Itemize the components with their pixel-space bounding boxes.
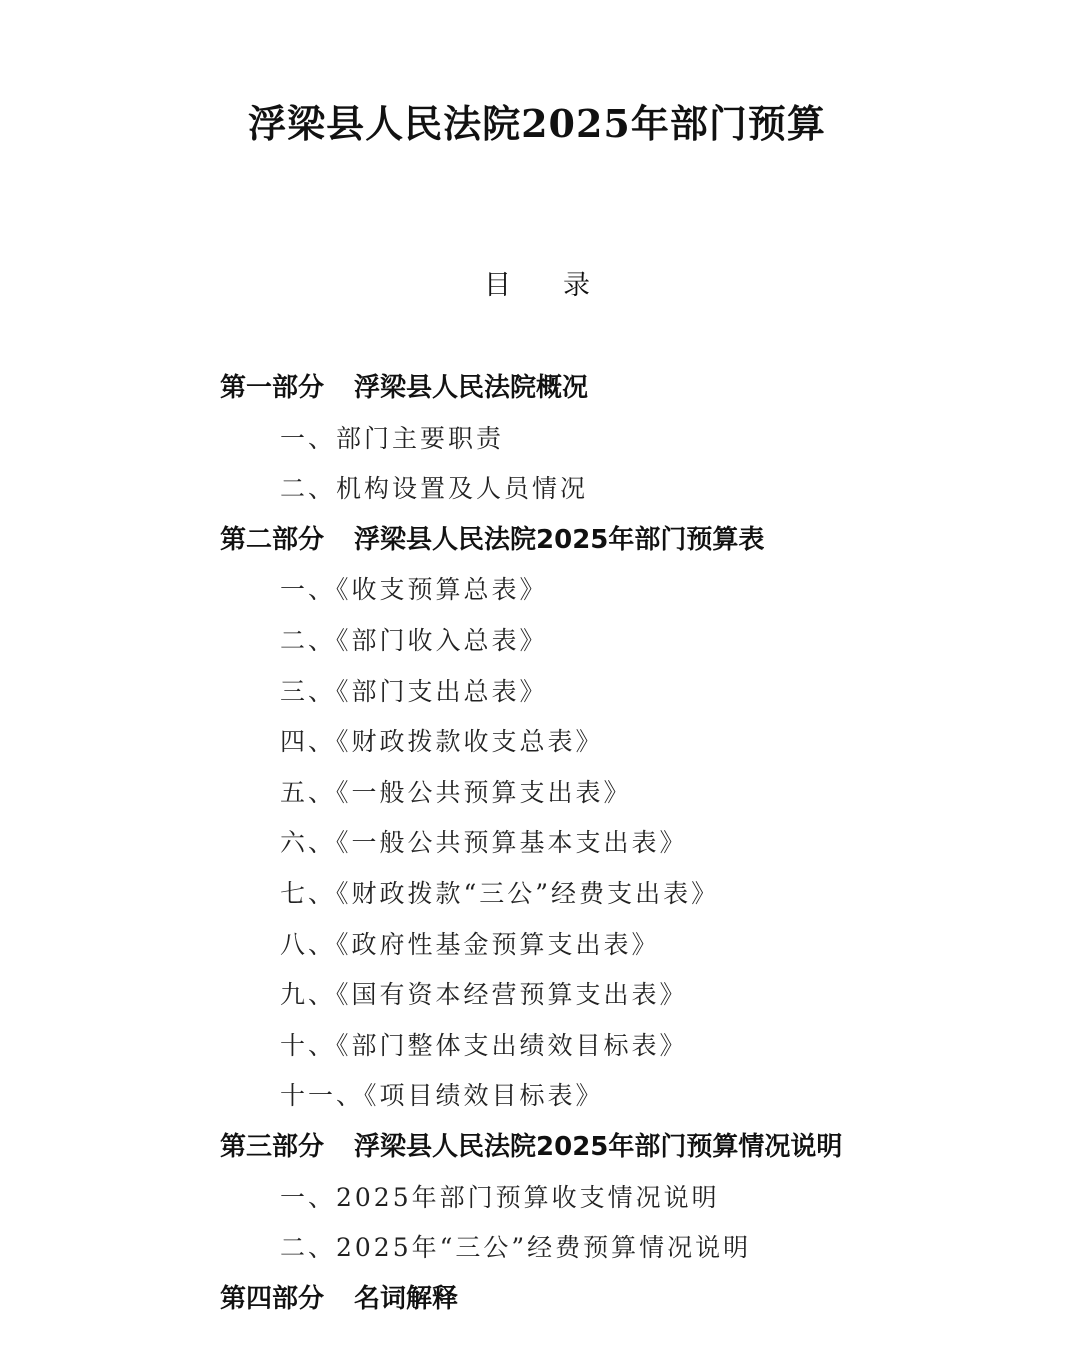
toc-heading-char-2: 录 xyxy=(563,270,590,301)
toc-item[interactable]: 一、《收支预算总表》 xyxy=(280,575,548,605)
toc-part-2[interactable] xyxy=(0,515,1074,566)
table-of-contents xyxy=(0,363,1074,1324)
toc-item[interactable]: 二、机构设置及人员情况 xyxy=(280,474,589,504)
toc-part-title: 浮梁县人民法院2025年部门预算表 xyxy=(354,524,765,555)
toc-part-title: 浮梁县人民法院2025年部门预算情况说明 xyxy=(354,1131,843,1162)
toc-item[interactable]: 二、《部门收入总表》 xyxy=(280,625,548,655)
toc-item[interactable]: 五、《一般公共预算支出表》 xyxy=(280,777,632,807)
toc-heading-char-1: 目 xyxy=(484,270,511,301)
toc-part-label: 第二部分 xyxy=(220,524,325,555)
toc-item[interactable]: 十一、《项目绩效目标表》 xyxy=(280,1081,604,1111)
toc-item[interactable]: 八、《政府性基金预算支出表》 xyxy=(280,929,660,959)
toc-item[interactable]: 七、《财政拨款“三公”经费支出表》 xyxy=(280,878,720,908)
toc-part-label: 第四部分 xyxy=(220,1283,325,1314)
toc-heading xyxy=(0,266,1074,306)
toc-part-4[interactable] xyxy=(0,1274,1074,1325)
toc-part-1[interactable] xyxy=(0,363,1074,414)
toc-item[interactable]: 六、《一般公共预算基本支出表》 xyxy=(280,828,688,858)
toc-item[interactable]: 一、2025年部门预算收支情况说明 xyxy=(280,1182,720,1212)
toc-item[interactable]: 十、《部门整体支出绩效目标表》 xyxy=(280,1030,688,1060)
toc-part-3[interactable] xyxy=(0,1122,1074,1173)
toc-item[interactable]: 一、部门主要职责 xyxy=(280,423,505,453)
toc-item[interactable]: 二、2025年“三公”经费预算情况说明 xyxy=(280,1233,752,1263)
toc-part-label: 第一部分 xyxy=(220,373,325,403)
toc-part-label: 第三部分 xyxy=(220,1131,325,1162)
toc-part-title: 名词解释 xyxy=(354,1283,459,1314)
document-title: 浮梁县人民法院2025年部门预算 xyxy=(248,101,826,146)
toc-item[interactable]: 九、《国有资本经营预算支出表》 xyxy=(280,980,688,1010)
toc-part-title: 浮梁县人民法院概况 xyxy=(354,373,589,403)
toc-item[interactable]: 三、《部门支出总表》 xyxy=(280,676,548,706)
toc-item[interactable]: 四、《财政拨款收支总表》 xyxy=(280,727,604,757)
